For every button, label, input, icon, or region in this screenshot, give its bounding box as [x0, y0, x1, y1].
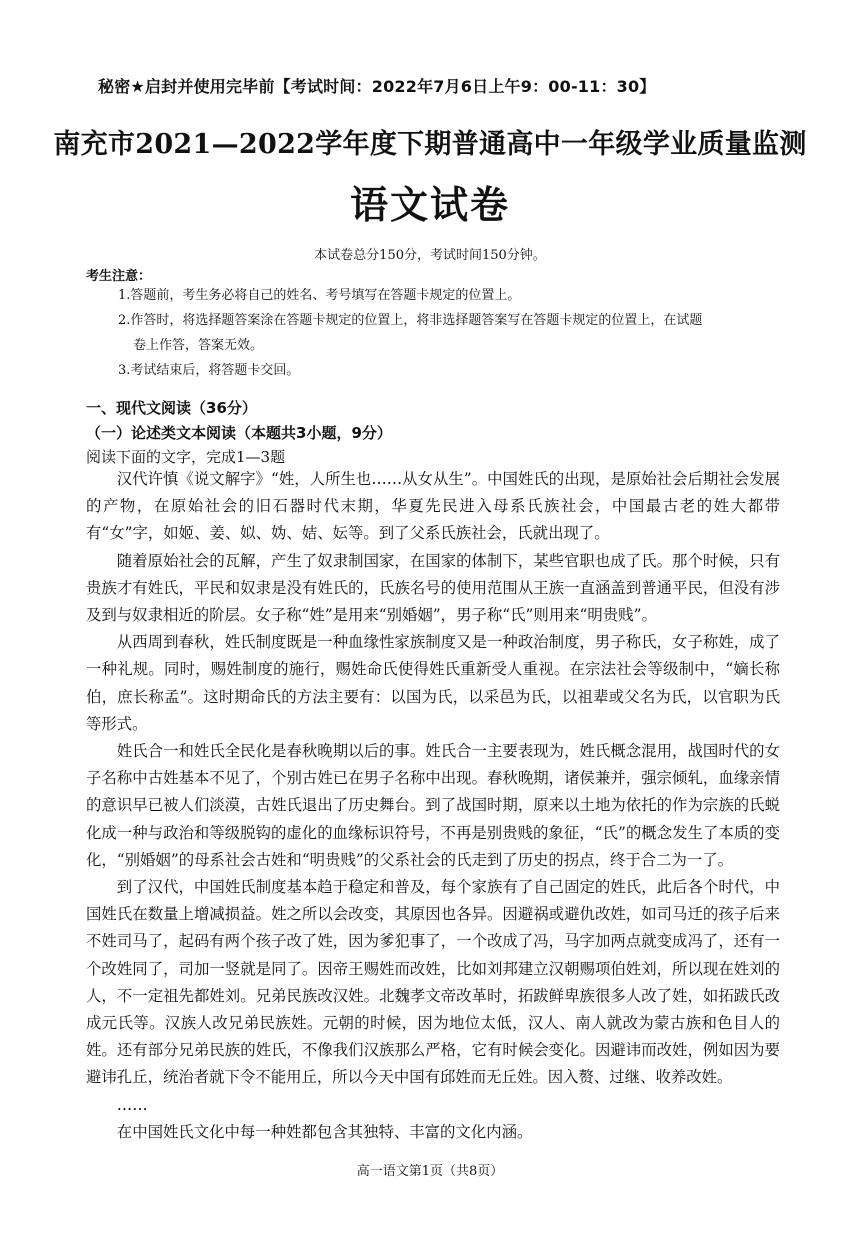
passage-paragraph: 汉代许慎《说文解字》“姓，人所生也……从女从生”。中国姓氏的出现，是原始社会后期社会发展的产物，在原始社会的旧石器时代末期，华夏先民进入母系氏族社会，中国最古老的姓大都带有“女”字，如姬、姜、姒、妫、姞、妘等。到了父系氏族社会，氏就出现了。: [86, 470, 780, 543]
exam-title: 南充市2021—2022学年度下期普通高中一年级学业质量监测: [53, 129, 807, 160]
passage-paragraph: 姓氏合一和姓氏全民化是春秋晚期以后的事。姓氏合一主要表现为，姓氏概念混用，战国时代的女子名称中古姓基本不见了，个别古姓已在男子名称中出现。春秋晚期，诸侯兼并，强宗倾轧，血缘亲情的意识早已被人们淡漠，古姓氏退出了历史舞台。到了战国时期，原来以土地为依托的作为宗族的氏蜕化成一种与政治和等级脱钩的虚化的血缘标识符号，不再是别贵贱的象征，“氏”的概念发生了本质的变化，“别婚姻”的母系社会古姓和“明贵贱”的父系社会的氏走到了历史的拐点，终于合二为一了。: [86, 742, 780, 869]
exam-info: 本试卷总分150分，考试时间150分钟。: [314, 248, 546, 263]
notice-title: 考生注意：: [86, 269, 152, 284]
subject-title: 语文试卷: [349, 183, 510, 227]
notice-item-2: 2.作答时，将选择题答案涂在答题卡规定的位置上，将非选择题答案写在答题卡规定的位置上，在试题: [118, 313, 703, 328]
notice-list: [118, 283, 778, 383]
notice-item-2-continued: 卷上作答，答案无效。: [133, 338, 264, 353]
passage-paragraph: 随着原始社会的瓦解，产生了奴隶制国家，在国家的体制下，某些官职也成了氏。那个时候，只有贵族才有姓氏，平民和奴隶是没有姓氏的，氏族名号的使用范围从王族一直涵盖到普通平民，但没有涉及到与奴隶相近的阶层。女子称“姓”是用来“别婚姻”，男子称“氏”则用来“明贵贱”。: [86, 551, 780, 625]
passage-paragraph: 从西周到春秋，姓氏制度既是一种血缘性家族制度又是一种政治制度，男子称氏，女子称姓，成了一种礼规。同时，赐姓制度的施行，赐姓命氏使得姓氏重新受人重视。在宗法社会等级制中，“嫡长称伯，庶长称孟”。这时期命氏的方法主要有：以国为氏，以采邑为氏，以祖辈或父名为氏，以官职为氏等形式。: [86, 633, 780, 733]
passage-ellipsis: ……: [116, 1095, 148, 1114]
confidential-header: 秘密★启封并使用完毕前【考试时间：2022年7月6日上午9：00-11：30】: [98, 77, 656, 96]
passage-paragraph: 在中国姓氏文化中每一种姓都包含其独特、丰富的文化内涵。: [116, 1122, 533, 1141]
subsection-title: （一）论述类文本阅读（本题共3小题，9分）: [86, 424, 392, 442]
section-title: 一、现代文阅读（36分）: [86, 399, 257, 417]
notice-item-1: 1.答题前，考生务必将自己的姓名、考号填写在答题卡规定的位置上。: [118, 288, 521, 303]
reading-prompt: 阅读下面的文字，完成1—3题: [86, 448, 286, 466]
reading-passage: [86, 466, 780, 1146]
passage-paragraph: 到了汉代，中国姓氏制度基本趋于稳定和普及，每个家族有了自己固定的姓氏，此后各个时代，中国姓氏在数量上增减损益。姓之所以会改变，其原因也各异。因避祸或避仇改姓，如司马迁的孩子后来不姓司马了，起码有两个孩子改了姓，因为爹犯事了，一个改成了冯，马字加两点就变成冯了，还有一个改姓同了，司加一竖就是同了。因帝王赐姓而改姓，比如刘邦建立汉朝赐项伯姓刘，所以现在姓刘的人，不一定祖先都姓刘。兄弟民族改汉姓。北魏孝文帝改革时，拓跋鲜卑族很多人改了姓，如拓跋氏改成元氏等。汉族人改兄弟民族姓。元朝的时候，因为地位太低，汉人、南人就改为蒙古族和色目人的姓。还有部分兄弟民族的姓氏，不像我们汉族那么严格，它有时候会变化。因避讳而改姓，例如因为要避讳孔丘，统治者就下令不能用丘，所以今天中国有邱姓而无丘姓。因入赘、过继、收养改姓。: [86, 878, 780, 1087]
notice-item-3: 3.考试结束后，将答题卡交回。: [118, 363, 300, 378]
page-footer: 高一语文第1页（共8页）: [356, 1164, 504, 1179]
